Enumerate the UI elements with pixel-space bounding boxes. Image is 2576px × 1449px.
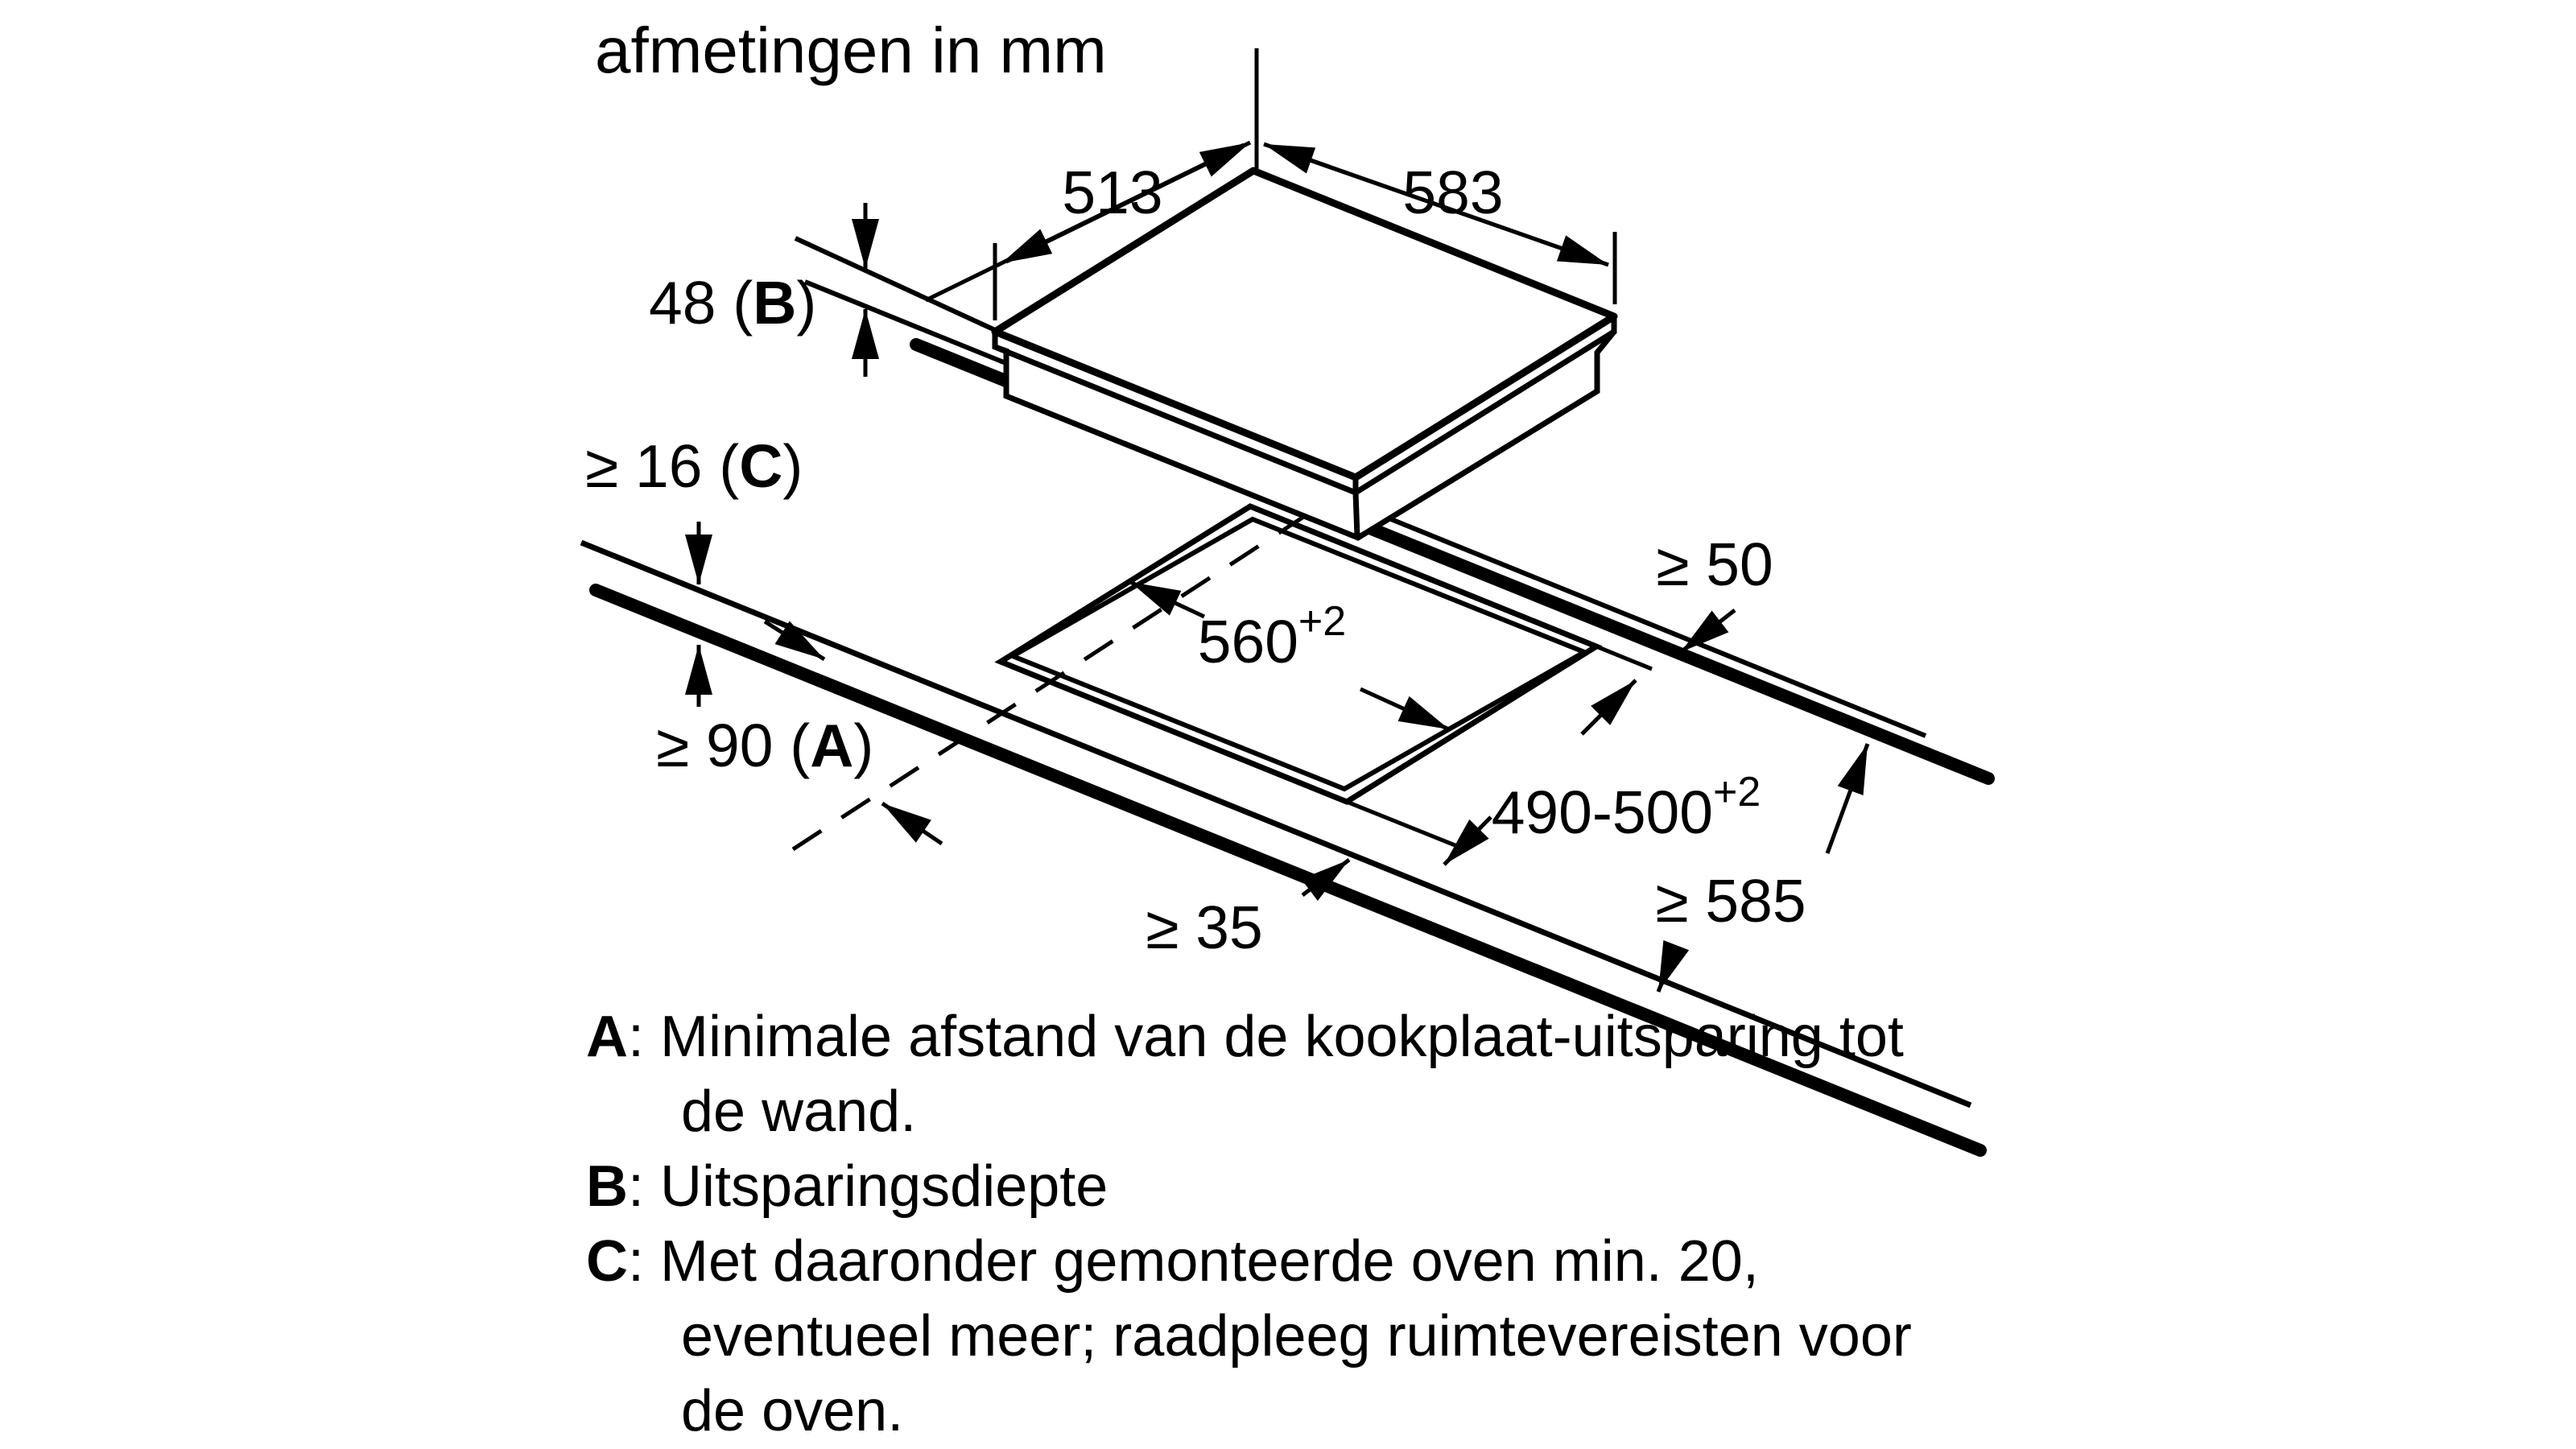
legend-text-C: Met daaronder gemonteerde oven min. 20, eventueel meer; raadpleeg ruimtevereisten voor de oven.	[660, 1229, 1912, 1443]
dim-top-widths	[926, 48, 1615, 320]
dim-560-label: $560^{+2}$	[1197, 598, 1347, 675]
legend-text-A: Minimale afstand van de kookplaat-uitsparing tot de wand.	[660, 1005, 1904, 1144]
dim-50-label: ≥ 50	[1656, 530, 1773, 598]
dim-513-label: 513	[1062, 159, 1163, 226]
dim-16-label: ≥ 16 (C)	[585, 432, 803, 500]
dim-48-label: 48 (B)	[649, 269, 817, 336]
legend	[586, 1000, 1938, 1449]
legend-item-A: A: Minimale afstand van de kookplaat-uitsparing tot de wand.	[586, 1005, 1904, 1144]
legend-item-B: B: Uitsparingsdiepte	[586, 1154, 1108, 1219]
dim-585-label: ≥ 585	[1655, 867, 1806, 935]
dim-490-500	[1444, 680, 1761, 865]
legend-key-C: C	[586, 1229, 628, 1294]
page-title: afmetingen in mm	[595, 14, 1107, 86]
dim-490-500-label: $490-500^{+2}$	[1491, 769, 1761, 846]
dim-560	[1130, 582, 1449, 729]
dim-35	[1146, 860, 1349, 961]
dim-583-label: 583	[1402, 159, 1504, 226]
legend-item-C: C: Met daaronder gemonteerde oven min. 20, eventueel meer; raadpleeg ruimtevereisten voor de oven.	[586, 1229, 1912, 1443]
dim-90-label: ≥ 90 (A)	[656, 712, 874, 779]
legend-key-B: B	[586, 1154, 628, 1219]
legend-text-B: Uitsparingsdiepte	[660, 1154, 1108, 1219]
legend-key-A: A	[586, 1005, 628, 1069]
dim-35-label: ≥ 35	[1146, 894, 1263, 961]
dim-48-B	[649, 203, 865, 377]
